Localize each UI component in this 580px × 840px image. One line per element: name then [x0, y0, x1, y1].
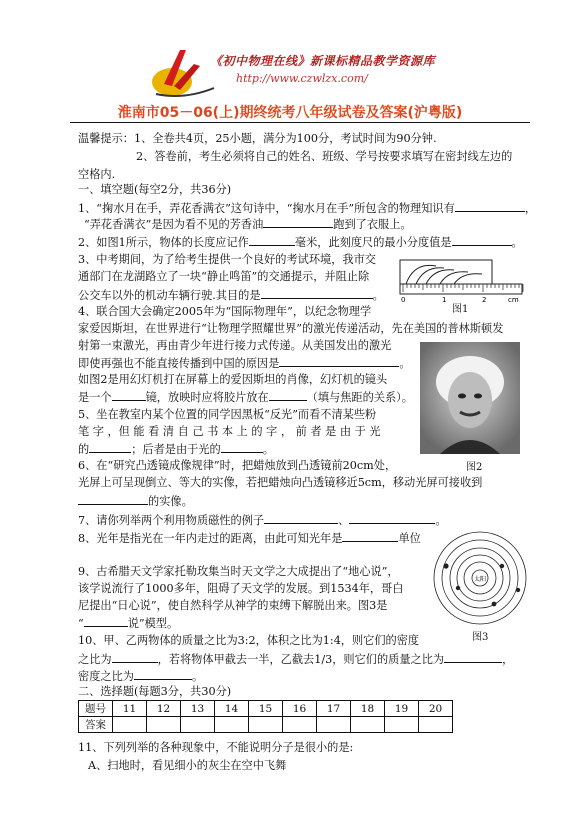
figure-1-caption: 图1: [452, 304, 469, 315]
q6-text-end: 的实像。: [148, 495, 193, 508]
q1-line-2: [84, 216, 412, 232]
q4-line-5: 如图2是用幻灯机打在屏幕上的爱因斯坦的肖像，幻灯机的镜头: [78, 373, 388, 386]
answer-cell[interactable]: [181, 717, 215, 733]
q4-line-4: [78, 355, 411, 371]
q2-line: [78, 234, 523, 250]
q10-blank-1[interactable]: [112, 651, 158, 663]
answer-cell[interactable]: [249, 717, 283, 733]
q9-line-1: 9、古希腊天文学家托勒玫集当时天文学之大成提出了“地心说”，: [78, 565, 399, 578]
answer-cell[interactable]: [113, 717, 147, 733]
q10-blank-3[interactable]: [134, 668, 192, 680]
q6-line-3: [78, 493, 193, 509]
answer-table-row2-label: 答案: [79, 717, 113, 733]
q9-line-2: 该学说流行了1000多年，阻碍了天文学的发展。到1534年，哥白: [78, 582, 404, 595]
answer-cell[interactable]: [317, 717, 351, 733]
q5-text-c-end: 。: [262, 443, 274, 456]
answer-table-number: 13: [181, 701, 215, 717]
q10-text-b-end: ，: [502, 653, 514, 666]
answer-table-number: 11: [113, 701, 147, 717]
answer-table-number: 17: [317, 701, 351, 717]
answer-cell[interactable]: [215, 717, 249, 733]
q5-line-3: [78, 441, 274, 457]
q9-text-d-end: 说”模型。: [127, 617, 179, 630]
q2-text-end: 。: [511, 236, 523, 249]
q5-line-1: 5、坐在教室内某个位置的同学因黑板“反光”而看不清某些粉: [78, 408, 377, 421]
q6-line-2: 光屏上可呈现倒立、等大的实像，若把蜡烛向凸透镜移近5cm，移动光屏可接收到: [78, 476, 483, 489]
q2-blank-1[interactable]: [249, 234, 295, 246]
q7-text-mid: 、: [338, 514, 350, 527]
answer-table-number: 20: [419, 701, 453, 717]
section-1-heading: 一、填空题(每空2分，共36分): [78, 183, 232, 196]
q9-line-3: 尼提出“日心说”，使自然科学从神学的束缚下解脱出来。图3是: [78, 599, 388, 612]
q8-blank[interactable]: [342, 530, 398, 542]
q2-text: 2、如图1所示，物体的长度应记作: [78, 236, 249, 249]
q4-text-d: 即使再强也不能直接传播到中国的原因是: [78, 357, 280, 370]
figure-2-caption: 图2: [466, 462, 483, 473]
q9-line-4: [78, 615, 178, 631]
figure-3-orbits: [432, 530, 528, 626]
q4-text-d-end: 。: [399, 357, 411, 370]
q11-option-a[interactable]: A、扫地时，看见细小的灰尘在空中飞舞: [88, 759, 287, 772]
q7-text: 7、请你列举两个利用物质磁性的例子: [78, 514, 265, 527]
tips-line-1: [78, 131, 437, 146]
q5-text-c: 的: [78, 443, 90, 456]
q11-stem: 11、下列列举的各种现象中，不能说明分子是很小的是:: [78, 741, 354, 754]
q5-text-c-mid: ；后者是由于光的: [131, 443, 221, 456]
q4-line-2: 家爱因斯坦，在世界进行“让物理学照耀世界”的激光传递活动，先在美国的普林斯顿发: [78, 322, 504, 335]
answer-cell[interactable]: [419, 717, 453, 733]
answer-table-row1-label: 题号: [79, 701, 113, 717]
ruler-unit: cm: [508, 296, 519, 304]
q4-blank-1[interactable]: [279, 355, 399, 367]
q1-text-b-end: 跑到了衣服上。: [333, 218, 412, 231]
q1-text-b: “弄花香满衣”是因为看不见的芳香油: [84, 218, 264, 231]
q7-text-end: 。: [435, 514, 447, 527]
answer-table-answer-row: [79, 717, 453, 733]
q7-blank-1[interactable]: [264, 512, 338, 524]
q5-blank-1[interactable]: [89, 441, 131, 453]
tips-item-2: 2、答卷前，考生必须将自己的姓名、班级、学号按要求填写在密封线左边的: [136, 150, 513, 163]
q2-blank-2[interactable]: [452, 234, 512, 246]
q10-text-c: 密度之比为: [78, 670, 134, 683]
tips-item-1: 1、全卷共4页，25小题，满分为100分，考试时间为90分钟.: [133, 132, 437, 145]
q3-line-1: 3、中考期间，为了给考生提供一个良好的考试环境，我市交: [78, 253, 376, 266]
figure-3-caption: 图3: [472, 632, 489, 643]
q10-line-2: [78, 651, 513, 667]
q4-text-f-end: （填与焦距的关系）。: [306, 391, 413, 404]
q4-text-f: 是一个: [78, 391, 112, 404]
ruler-tick-0: 0: [401, 296, 406, 304]
figure-2-portrait: [420, 342, 520, 454]
figure-1-ruler: [398, 258, 526, 304]
q10-line-3: [78, 668, 203, 684]
answer-cell[interactable]: [385, 717, 419, 733]
answer-table-number: 14: [215, 701, 249, 717]
q4-line-1: 4、联合国大会确定2005年为“国际物理年”，以纪念物理学: [78, 305, 372, 318]
q1-blank-2[interactable]: [263, 216, 333, 228]
q9-blank[interactable]: [84, 615, 128, 627]
q8-text: 8、光年是指光在一年内走过的距离，由此可知光年是: [78, 532, 343, 545]
title-divider: [70, 122, 530, 123]
answer-table: [78, 700, 453, 733]
ruler-tick-1: 1: [442, 296, 447, 304]
answer-table-number: 12: [147, 701, 181, 717]
q3-text-end: 。: [372, 289, 384, 302]
q3-blank[interactable]: [261, 287, 373, 299]
answer-table-number: 15: [249, 701, 283, 717]
q4-blank-3[interactable]: [269, 389, 307, 401]
q7-blank-2[interactable]: [349, 512, 435, 524]
q2-text-mid: 毫米，此刻度尺的最小分度值是: [294, 236, 452, 249]
q1-text-end: ，: [524, 202, 537, 215]
q8-line: [78, 530, 421, 546]
answer-cell[interactable]: [351, 717, 385, 733]
q10-text-b-mid: ，若将物体甲截去一半，乙截去1/3，则它们的质量之比为: [157, 653, 445, 666]
q4-blank-2[interactable]: [112, 389, 146, 401]
banner-url[interactable]: http://www.czwlzx.com/: [236, 72, 368, 85]
q10-text-b: 之比为: [78, 653, 112, 666]
q1-line-1: [78, 200, 536, 216]
q5-blank-2[interactable]: [221, 441, 263, 453]
tips-item-2-cont: 空格内.: [78, 168, 116, 181]
q3-line-2: 通部门在龙湖路立了一块“静止鸣笛”的交通提示，并阻止除: [78, 270, 370, 283]
answer-cell[interactable]: [283, 717, 317, 733]
answer-table-number: 18: [351, 701, 385, 717]
q1-text: 1、“掬水月在手，弄花香满衣”这句诗中，“掬水月在手”所包含的物理知识有: [78, 202, 455, 215]
q3-line-3: [78, 287, 384, 303]
section-2-heading: 二、选择题(每题3分，共30分): [78, 685, 232, 698]
q8-text-end: 单位: [398, 532, 421, 545]
q7-line: [78, 512, 447, 528]
ruler-tick-2: 2: [482, 296, 487, 304]
q10-line-1: 10、甲、乙两物体的质量之比为3:2，体积之比为1:4，则它们的密度: [78, 634, 420, 647]
q5-line-2: 笔 字 ，但 能 看 清 自 己 书 本 上 的 字 ， 前 者 是 由 于 光: [78, 425, 381, 438]
answer-table-header-row: [79, 701, 453, 717]
q6-blank[interactable]: [78, 493, 148, 505]
q4-text-f-mid: 镜，放映时应将胶片放在: [145, 391, 269, 404]
answer-table-number: 19: [385, 701, 419, 717]
q6-line-1: 6、在“研究凸透镜成像规律”时，把蜡烛放到凸透镜前20cm处，: [78, 459, 397, 472]
banner-title: 《初中物理在线》新课标精品教学资源库: [210, 54, 436, 68]
answer-cell[interactable]: [147, 717, 181, 733]
q10-text-c-end: 。: [191, 670, 204, 683]
q1-blank-1[interactable]: [455, 200, 525, 212]
tips-label: 温馨提示：: [78, 132, 134, 145]
page-title: 淮南市05－06(上)期终统考八年级试卷及答案(沪粤版): [117, 105, 463, 121]
figure-3-sun-label: 太阳: [473, 576, 487, 583]
q10-blank-2[interactable]: [444, 651, 502, 663]
answer-table-number: 16: [283, 701, 317, 717]
q3-text-c: 公交车以外的机动车辆行驶.其目的是: [78, 289, 261, 302]
q9-text-d-start: “: [78, 617, 84, 630]
q4-line-3: 射第一束激光，再由青少年进行接力式传递。从美国发出的激光: [78, 339, 392, 352]
q4-line-6: [78, 389, 413, 405]
